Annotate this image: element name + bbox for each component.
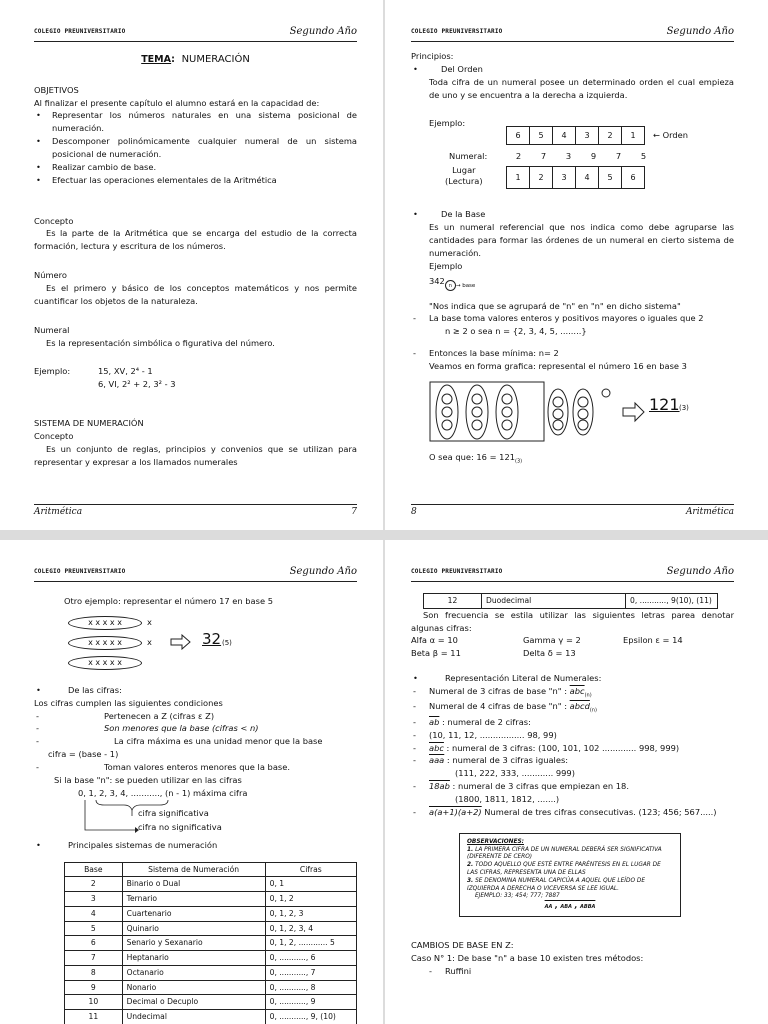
school-name: COLEGIO PREUNIVERSITARIO xyxy=(411,28,503,35)
cifras-diagram xyxy=(34,787,357,837)
rep-item xyxy=(411,806,734,819)
table-cell: 0, ..........., 9 xyxy=(265,995,356,1010)
base-condition: - La base toma valores enteros y positivos mayores o iguales que 2 xyxy=(411,312,734,325)
ejemplo-label: Ejemplo: xyxy=(34,366,71,377)
table-cell: 0, ..........., 9, (10) xyxy=(265,1010,356,1024)
table-cell: Quinario xyxy=(122,921,265,936)
principios-heading: Principios: xyxy=(411,51,454,61)
metodo-item: - Ruffini xyxy=(427,965,734,978)
table-row xyxy=(65,936,357,951)
osea-base: (3) xyxy=(515,458,523,465)
cifra-no-significativa: cifra no significativa xyxy=(138,821,222,832)
cifra-significativa: cifra significativa xyxy=(138,807,209,818)
letras-text: Son frecuencia se estila utilizar las siguientes letras parea denotar algunas cifras: xyxy=(411,609,734,633)
rep-base: (n) xyxy=(589,708,597,715)
table-cell: 0, 1, 2, 3 xyxy=(265,906,356,921)
group-oval: x x x x x xyxy=(68,616,142,630)
objetivos-heading: OBJETIVOS xyxy=(34,84,79,95)
result-numeral: 32 xyxy=(202,629,222,648)
column-header: Sistema de Numeración xyxy=(122,862,265,877)
group-oval: x x x x x xyxy=(68,636,142,650)
lugar-label xyxy=(445,165,483,187)
table-row xyxy=(65,951,357,966)
table-cell: 5 xyxy=(599,167,622,189)
numeral-text: Es la representación simbólica o figurativa del número. xyxy=(46,337,275,348)
cifras-condition-cont: cifra = (base - 1) xyxy=(48,749,119,760)
sistemas-table xyxy=(64,862,357,1024)
table-cell: 9 xyxy=(65,980,123,995)
page-header xyxy=(411,564,734,582)
base-graphic-intro: Veamos en forma grafica: represental el número 16 en base 3 xyxy=(429,361,687,372)
table-cell: Octanario xyxy=(122,965,265,980)
column-header: Cifras xyxy=(265,862,356,877)
rep-text: : numeral de 3 cifras iguales: xyxy=(444,755,569,766)
table-cell: 6 xyxy=(622,167,645,189)
orden-text: Toda cifra de un numeral posee un determinado orden el cual empieza de uno y se encuentra a la derecha a izquierda. xyxy=(429,76,734,100)
rep-item xyxy=(411,780,734,793)
table-cell: Senario y Sexanario xyxy=(122,936,265,951)
page-title: TEMA: NUMERACIÓN xyxy=(141,54,250,65)
page-10 xyxy=(385,540,768,1024)
table-cell: Decimal o Decuplo xyxy=(122,995,265,1010)
letras-row xyxy=(411,647,734,660)
lugar-table xyxy=(506,166,645,189)
capicua-numerals: aa , aba , abba xyxy=(544,901,596,911)
page-8 xyxy=(385,0,768,530)
base-heading: • De la Base xyxy=(411,208,734,221)
table-cell: Cuartenario xyxy=(122,906,265,921)
table-cell: 1 xyxy=(507,167,530,189)
arrow-icon xyxy=(623,403,644,421)
observacion-text: LA PRIMERA CIFRA DE UN NUMERAL DEBERÁ SER SIGNIFICATIVA (DIFERENTE DE CERO) xyxy=(467,846,662,861)
digit: 9 xyxy=(590,151,597,162)
table-cell: 0, 1 xyxy=(265,877,356,892)
table-cell: Binario o Dual xyxy=(122,877,265,892)
base-quote: "Nos indica que se agrupará de "n" en "n" en dicho sistema" xyxy=(429,300,681,311)
table-cell: 1 xyxy=(622,127,645,145)
ejemplo-label: Ejemplo xyxy=(429,260,463,271)
base-circle: n xyxy=(445,280,456,291)
rep-numeral: $\overline{aaa}$ xyxy=(429,755,445,766)
rep-numeral: abcd xyxy=(569,701,590,712)
list-item: • Descomponer polinómicamente cualquier numeral de un sistema posicional de numeración. xyxy=(34,135,357,161)
sistemas-heading: • Principales sistemas de numeración xyxy=(34,839,357,852)
page-footer xyxy=(34,504,357,518)
numeral-label: Numeral: xyxy=(449,151,488,162)
observacion: 2. TODO AQUELLO QUE ESTÉ ENTRE PARÉNTESIS EN EL LUGAR DE LAS CIFRAS, REPRESENTA UNA DE ELLAS xyxy=(467,862,661,876)
ejemplo-label: Ejemplo: xyxy=(429,118,466,129)
orden-table xyxy=(506,126,645,145)
ejemplo-line: 15, XV, 2⁴ - 1 xyxy=(98,366,153,377)
rep-item xyxy=(411,716,734,729)
cifras-intro: Los cifras cumplen las siguientes condiciones xyxy=(34,697,223,708)
sistema-concepto-heading: Concepto xyxy=(34,431,74,442)
digit: 7 xyxy=(615,151,622,162)
orden-heading: • Del Orden xyxy=(411,63,734,76)
column-header: Base xyxy=(65,862,123,877)
sistema-concepto-text: Es un conjunto de reglas, principios y convenios que se utilizan para representar y expresar a los llamados numerales xyxy=(34,443,357,467)
leftover-x: x xyxy=(147,616,152,627)
list-item: • Efectuar las operaciones elementales de la Aritmética xyxy=(34,174,357,187)
base-condition-formula: n ≥ 2 o sea n = {2, 3, 4, 5, ........} xyxy=(445,326,587,337)
table-cell: 3 xyxy=(553,167,576,189)
table-cell: 12 xyxy=(424,594,482,609)
leftover-x: x xyxy=(147,636,152,647)
table-cell: 0, 1, 2, ............ 5 xyxy=(265,936,356,951)
cifras-condition: - La cifra máxima es una unidad menor que la base xyxy=(34,735,357,748)
digit: 2 xyxy=(515,151,522,162)
base-text: Es un numeral referencial que nos indica como debe agruparse las cantidades para formar las órdenes de un numeral en cierto sistema de numeración. xyxy=(429,222,734,258)
rep-text: Numeral de 4 cifras de base "n" : xyxy=(429,701,570,712)
lugar-label-line: (Lectura) xyxy=(445,176,483,187)
cifras-heading: • De las cifras: xyxy=(34,684,357,697)
arrow-icon xyxy=(170,634,192,650)
grade-label: Segundo Año xyxy=(666,566,734,577)
table-cell: 0, ..........., 6 xyxy=(265,951,356,966)
rep-text: : numeral de 2 cifras: xyxy=(439,716,531,727)
example-numeral: 342 xyxy=(429,275,445,286)
table-row xyxy=(65,1010,357,1024)
orden-arrow-label: ← Orden xyxy=(653,130,689,141)
page-header xyxy=(34,24,357,42)
table-cell: Undecimal xyxy=(122,1010,265,1024)
ejemplo-line: 6, VI, 2² + 2, 3² - 3 xyxy=(98,379,176,390)
letra-delta: Delta δ = 13 xyxy=(523,648,576,659)
cifras-sequence: 0, 1, 2, 3, 4, ..........., (n - 1) máxima cifra xyxy=(78,787,248,798)
rep-text: Numeral de tres cifras consecutivas. (123; 456; 567.....) xyxy=(481,806,717,817)
table-cell: 5 xyxy=(65,921,123,936)
grade-label: Segundo Año xyxy=(666,26,734,37)
table-row xyxy=(65,906,357,921)
base-example xyxy=(411,275,734,291)
table-row xyxy=(65,892,357,907)
group-box xyxy=(430,382,544,441)
table-cell: 6 xyxy=(65,936,123,951)
table-row xyxy=(424,594,718,609)
observaciones-heading: OBSERVACIONES: xyxy=(467,838,524,845)
rep-numeral: $\overline{ab}$ xyxy=(429,716,440,727)
table-cell: 0, 1, 2 xyxy=(265,892,356,907)
letra-epsilon: Epsilon ε = 14 xyxy=(623,635,683,646)
osea-equation: O sea que: 16 = 121 xyxy=(429,451,515,462)
footer-subject: Aritmética xyxy=(685,507,734,517)
table-cell: 0, ..........., 8 xyxy=(265,980,356,995)
base5-diagram xyxy=(34,614,357,678)
cifras-condition: Si la base "n": se pueden utilizar en las cifras xyxy=(54,774,242,785)
rep-item xyxy=(411,685,734,700)
otro-ejemplo: Otro ejemplo: representar el número 17 en base 5 xyxy=(64,596,273,606)
footer-subject: Aritmética xyxy=(34,507,83,517)
objetivos-list xyxy=(34,109,357,186)
table-row xyxy=(65,965,357,980)
page-number: 7 xyxy=(351,507,357,517)
numeral-heading: Numeral xyxy=(34,324,70,335)
table-cell: 5 xyxy=(530,127,553,145)
page-number: 8 xyxy=(411,507,417,517)
observacion: 3. SE DENOMINA NUMERAL CAPICÚA A AQUEL QUE LEÍDO DE IZQUIERDA A DERECHA O VICEVERSA SE LEE IGUAL. xyxy=(467,877,646,892)
representacion-heading: • Representación Literal de Numerales: xyxy=(411,672,734,685)
table-cell: 6 xyxy=(507,127,530,145)
numeral-row xyxy=(506,150,656,163)
base-arrow: → base xyxy=(455,282,476,289)
cifras-condition: - Pertenecen a Z (cifras ε Z) xyxy=(34,710,357,723)
list-item: • Representar los números naturales en una sistema posicional de numeración. xyxy=(34,109,357,135)
base-min: - Entonces la base mínima: n= 2 xyxy=(411,347,734,360)
letra-gamma: Gamma γ = 2 xyxy=(523,635,581,646)
school-name: COLEGIO PREUNIVERSITARIO xyxy=(34,28,126,35)
table-cell: 11 xyxy=(65,1010,123,1024)
ejemplo-block xyxy=(34,365,357,391)
page-header xyxy=(411,24,734,42)
rep-item: - (10, 11, 12, ................. 98, 99) xyxy=(411,729,734,742)
school-name: COLEGIO PREUNIVERSITARIO xyxy=(34,568,126,575)
table-cell: 2 xyxy=(530,167,553,189)
page-9 xyxy=(0,540,383,1024)
grouping-drawing xyxy=(429,381,679,443)
rep-text: : numeral de 3 cifras que empiezan en 18. xyxy=(449,781,629,792)
table-cell: 4 xyxy=(576,167,599,189)
cambios-heading: CAMBIOS DE BASE EN Z: xyxy=(411,940,514,951)
result-base: (5) xyxy=(222,638,232,647)
table-cell: 7 xyxy=(65,951,123,966)
sistemas-table-cont xyxy=(423,593,718,609)
observacion-text: SE DENOMINA NUMERAL CAPICÚA A AQUEL QUE LEÍDO DE IZQUIERDA A DERECHA O VICEVERSA SE LEE IGUAL. xyxy=(467,877,646,892)
numero-heading: Número xyxy=(34,270,67,281)
table-cell: 2 xyxy=(65,877,123,892)
grade-label: Segundo Año xyxy=(289,26,357,37)
lugar-label-line: Lugar xyxy=(452,165,476,176)
rep-base: (n) xyxy=(584,692,592,699)
caso-text: Caso N° 1: De base "n" a base 10 existen tres métodos: xyxy=(411,953,644,964)
result-numeral: 121 xyxy=(649,394,680,414)
observacion: 1. LA PRIMERA CIFRA DE UN NUMERAL DEBERÁ SER SIGNIFICATIVA (DIFERENTE DE CERO) xyxy=(467,846,662,861)
orden-example xyxy=(411,126,734,198)
objetivos-intro: Al finalizar el presente capítulo el alumno estará en la capacidad de: xyxy=(34,97,320,108)
table-cell: 8 xyxy=(65,965,123,980)
sistema-heading: SISTEMA DE NUMERACIÓN xyxy=(34,418,144,429)
rep-numeral: $\overline{abc}$ xyxy=(429,742,444,753)
table-cell: 0, 1, 2, 3, 4 xyxy=(265,921,356,936)
base3-diagram xyxy=(411,379,734,449)
table-cell: 0, ..........., 9(10), (11) xyxy=(626,594,718,609)
letra-beta: Beta β = 11 xyxy=(411,648,461,659)
osea-text xyxy=(411,451,734,466)
rep-item xyxy=(411,700,734,715)
letras-row xyxy=(411,634,734,647)
table-row xyxy=(65,921,357,936)
numero-text: Es el primero y básico de los conceptos matemáticos y nos permite cuantificar los objetos de la naturaleza. xyxy=(34,283,357,306)
observacion-text: TODO AQUELLO QUE ESTÉ ENTRE PARÉNTESIS EN EL LUGAR DE LAS CIFRAS, REPRESENTA UNA DE ELLAS xyxy=(467,862,661,876)
table-cell: 3 xyxy=(576,127,599,145)
table-cell: 3 xyxy=(65,892,123,907)
page-7 xyxy=(0,0,383,530)
table-cell: 10 xyxy=(65,995,123,1010)
rep-item-cont: (1800, 1811, 1812, .......) xyxy=(455,794,560,805)
list-item: • Realizar cambio de base. xyxy=(34,161,357,174)
rep-numeral: 18ab xyxy=(429,781,450,792)
rep-numeral: a(a+1)(a+2) xyxy=(429,806,482,817)
table-cell: 4 xyxy=(65,906,123,921)
school-name: COLEGIO PREUNIVERSITARIO xyxy=(411,568,503,575)
rep-text: Numeral de 3 cifras de base "n" : xyxy=(429,686,570,697)
rep-numeral: $\overline{abc}$ xyxy=(569,686,585,697)
result-base: (3) xyxy=(679,403,689,412)
table-cell: 2 xyxy=(599,127,622,145)
table-cell: Ternario xyxy=(122,892,265,907)
cifras-condition: - Son menores que la base (cifras < n) xyxy=(34,722,357,735)
observaciones-box xyxy=(459,833,681,918)
table-cell: Duodecimal xyxy=(482,594,626,609)
title-text: NUMERACIÓN xyxy=(181,54,250,65)
table-cell: 0, ..........., 7 xyxy=(265,965,356,980)
observacion-ejemplo: EJEMPLO: 33; 454; 777; 7887 xyxy=(475,893,560,900)
table-row xyxy=(65,995,357,1010)
table-header-row xyxy=(65,862,357,877)
cifras-condition: - Toman valores enteros menores que la base. xyxy=(34,761,357,774)
digit: 7 xyxy=(540,151,547,162)
rep-item xyxy=(411,754,734,767)
concepto-text: Es la parte de la Aritmética que se encarga del estudio de la correcta formación, lectura y escritura de los números. xyxy=(34,228,357,252)
ovals xyxy=(436,385,644,439)
grade-label: Segundo Año xyxy=(289,566,357,577)
digit: 5 xyxy=(640,151,647,162)
concepto-heading: Concepto xyxy=(34,215,74,226)
digit: 3 xyxy=(565,151,572,162)
group-oval: x x x x x xyxy=(68,656,142,670)
table-row xyxy=(65,980,357,995)
table-cell: Nonario xyxy=(122,980,265,995)
page-header xyxy=(34,564,357,582)
rep-text: : numeral de 3 cifras: (100, 101, 102 ............. 998, 999) xyxy=(443,742,680,753)
table-cell: 4 xyxy=(553,127,576,145)
letra-alfa: Alfa α = 10 xyxy=(411,635,458,646)
page-footer xyxy=(411,504,734,518)
table-cell: Heptanario xyxy=(122,951,265,966)
rep-item xyxy=(411,742,734,755)
rep-item-cont: (111, 222, 333, ............ 999) xyxy=(455,768,575,779)
table-row xyxy=(65,877,357,892)
tema-label: TEMA xyxy=(141,54,172,65)
